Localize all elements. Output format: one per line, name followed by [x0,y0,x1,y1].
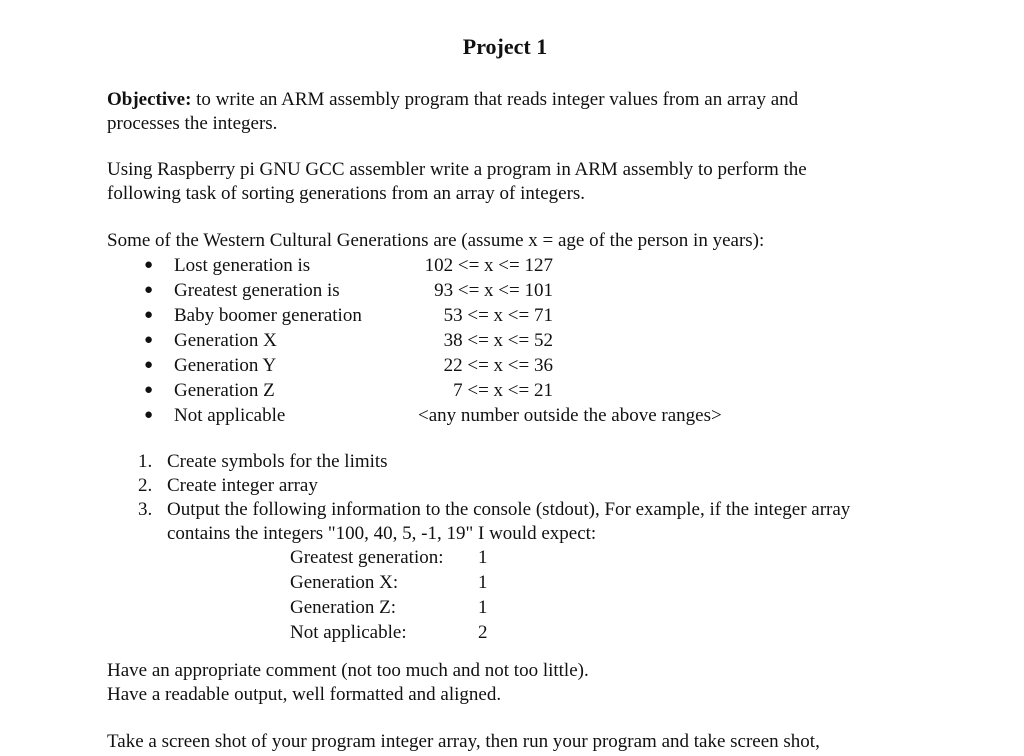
generations-list [140,253,840,428]
objective-text: to write an ARM assembly program that reads integer values from an array and [191,89,799,110]
step-text: Create integer array [167,475,318,496]
step-number: 1. [138,451,153,472]
list-item [136,474,936,498]
step-text: Create symbols for the limits [167,451,388,472]
list-item [140,303,840,328]
objective-paragraph [107,88,907,136]
generation-name: Generation Y [174,355,277,376]
bullet-icon: ● [144,407,154,423]
step-text-continued: contains the integers "100, 40, 5, -1, 19" I would expect: [167,523,597,544]
generation-name: Generation Z [174,380,275,401]
sample-label: Generation Z: [290,597,397,618]
table-row [290,595,590,620]
final-instruction: Take a screen shot of your program integer array, then run your program and take screen shot, [107,731,820,752]
generation-name: Lost generation is [174,255,311,276]
generation-range: 93 <= x <= 101 [434,280,553,301]
sample-label: Not applicable: [290,622,407,643]
generation-range: 102 <= x <= 127 [424,255,553,276]
closing-line-2: Have a readable output, well formatted and aligned. [107,684,502,705]
closing-line-1: Have an appropriate comment (not too much and not too little). [107,660,589,681]
generation-range: 53 <= x <= 71 [443,305,553,326]
sample-count: 1 [478,597,488,618]
generation-range: 7 <= x <= 21 [453,380,553,401]
step-text: Output the following information to the console (stdout), For example, if the integer array [167,499,851,520]
sample-label: Greatest generation: [290,547,444,568]
generation-name: Not applicable [174,405,286,426]
objective-line-1 [107,88,907,112]
list-item [136,450,936,474]
generation-range: 22 <= x <= 36 [443,355,553,376]
sample-count: 1 [478,547,488,568]
step-number: 3. [138,499,153,520]
list-item [140,403,840,428]
generations-heading: Some of the Western Cultural Generations are (assume x = age of the person in years): [107,230,765,251]
objective-label: Objective: [107,89,192,110]
task-steps-list [136,450,936,546]
table-row [290,545,590,570]
generation-range: <any number outside the above ranges> [418,405,722,426]
intro-paragraph [107,158,907,206]
sample-count: 2 [478,622,488,643]
bullet-icon: ● [144,257,154,273]
generation-name: Baby boomer generation [174,305,362,326]
sample-label: Generation X: [290,572,399,593]
page-title: Project 1 [462,34,548,59]
bullet-icon: ● [144,282,154,298]
intro-line-1: Using Raspberry pi GNU GCC assembler write a program in ARM assembly to perform the [107,159,807,180]
table-row [290,620,590,645]
objective-line-2: processes the integers. [107,113,278,134]
list-item [140,278,840,303]
table-row [290,570,590,595]
generation-name: Generation X [174,330,277,351]
generation-range: 38 <= x <= 52 [443,330,553,351]
bullet-icon: ● [144,357,154,373]
sample-count: 1 [478,572,488,593]
step-number: 2. [138,475,153,496]
list-item [140,253,840,278]
bullet-icon: ● [144,307,154,323]
list-item [140,353,840,378]
closing-paragraph [107,659,907,707]
bullet-icon: ● [144,332,154,348]
list-item [136,498,936,546]
list-item [140,328,840,353]
list-item [140,378,840,403]
generation-name: Greatest generation is [174,280,340,301]
bullet-icon: ● [144,382,154,398]
sample-output-table [290,545,590,645]
intro-line-2: following task of sorting generations from an array of integers. [107,183,586,204]
